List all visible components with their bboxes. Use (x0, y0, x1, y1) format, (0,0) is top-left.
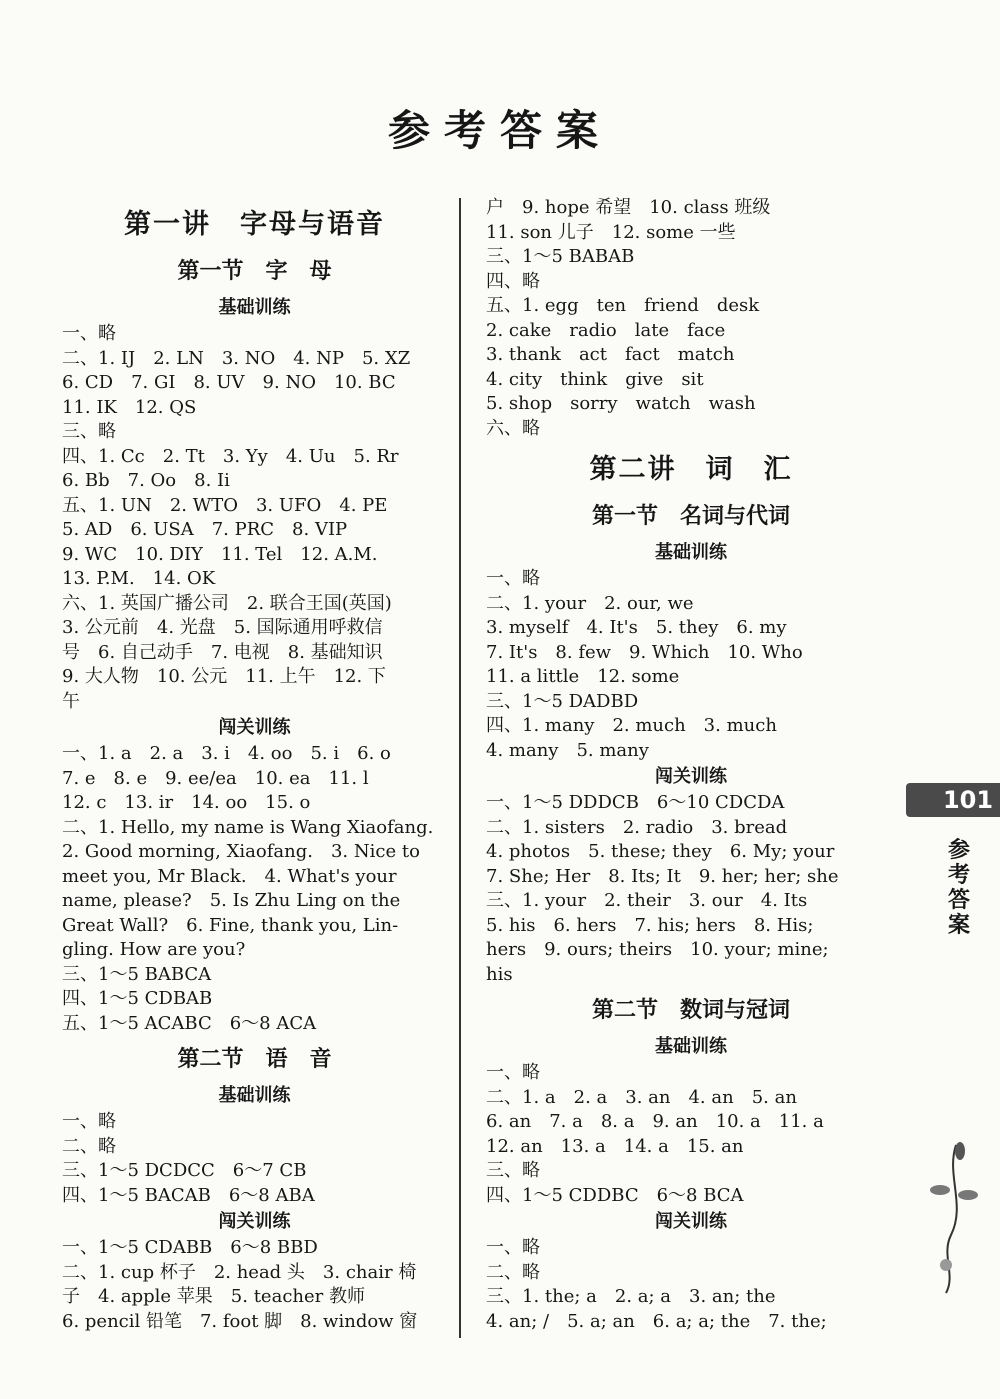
answer-line: 9. WC 10. DIY 11. Tel 12. A.M. (62, 543, 378, 565)
chapter-heading: 第一讲 字母与语音 (124, 209, 385, 240)
answer-line: 3. myself 4. It's 5. they 6. my (486, 617, 787, 638)
answer-line: 二、1. IJ 2. LN 3. NO 4. NP 5. XZ (62, 347, 411, 369)
answer-line: 7. e 8. e 9. ee/ea 10. ea 11. l (62, 767, 369, 789)
answer-line: 12. c 13. ir 14. oo 15. o (62, 792, 311, 813)
section-heading: 第一节 字 母 (177, 259, 332, 284)
answer-line: 6. Bb 7. Oo 8. Ii (62, 470, 230, 491)
answer-line: 子 4. apple 苹果 5. teacher 教师 (62, 1286, 365, 1307)
answer-line: 二、1. sisters 2. radio 3. bread (486, 816, 788, 838)
answer-line: 4. city think give sit (486, 368, 704, 390)
answer-line: 12. an 13. a 14. a 15. an (486, 1135, 744, 1157)
right-column (486, 196, 896, 1334)
answer-line: his (486, 963, 513, 985)
answer-line: 4. an; / 5. a; an 6. a; a; the 7. the; (486, 1310, 827, 1332)
answer-line: 二、1. Hello, my name is Wang Xiaofang. (62, 816, 434, 838)
flower-decoration-icon (916, 1135, 986, 1295)
answer-line: 三、1. your 2. their 3. our 4. Its (486, 890, 808, 911)
answer-line: 号 6. 自己动手 7. 电视 8. 基础知识 (62, 641, 383, 663)
answer-line: 二、略 (486, 1261, 540, 1283)
answer-line: 三、1. the; a 2. a; a 3. an; the (486, 1286, 776, 1307)
subsection-heading: 闯关训练 (218, 717, 291, 738)
answer-line: 7. She; Her 8. Its; It 9. her; her; she (486, 865, 839, 887)
answer-line: 3. thank act fact match (486, 344, 735, 365)
answer-line: 6. an 7. a 8. a 9. an 10. a 11. a (486, 1111, 824, 1132)
answer-line: 7. It's 8. few 9. Which 10. Who (486, 641, 803, 663)
answer-line: name, please? 5. Is Zhu Ling on the (62, 890, 401, 911)
answer-line: 四、略 (486, 270, 540, 292)
answer-line: 二、1. your 2. our, we (486, 592, 694, 614)
answer-line: 三、略 (486, 1160, 540, 1181)
answer-line: 5. his 6. hers 7. his; hers 8. His; (486, 914, 814, 936)
answer-line: 四、1. Cc 2. Tt 3. Yy 4. Uu 5. Rr (62, 445, 399, 467)
answer-line: 六、1. 英国广播公司 2. 联合王国(英国) (62, 592, 392, 614)
left-column (62, 196, 447, 1334)
answer-line: 四、1～5 CDBAB (62, 988, 213, 1009)
answer-line: Great Wall? 6. Fine, thank you, Lin- (62, 914, 399, 936)
subsection-heading: 基础训练 (655, 1036, 727, 1057)
page-title: 参考答案 (387, 106, 612, 155)
section-heading: 第一节 名词与代词 (591, 504, 790, 529)
subsection-heading: 基础训练 (655, 542, 727, 563)
page-number: 101 (942, 786, 994, 814)
section-heading: 第二节 语 音 (177, 1047, 332, 1072)
answer-line: 午 (62, 690, 80, 712)
answer-line: 一、略 (486, 1237, 540, 1258)
answer-line: 三、略 (62, 421, 116, 442)
side-tab-label: 参 考 答 案 (947, 838, 970, 938)
answer-line: meet you, Mr Black. 4. What's your (62, 865, 397, 887)
subsection-heading: 闯关训练 (218, 1211, 291, 1232)
answer-line: 一、略 (486, 1062, 540, 1083)
answer-line: 一、1～5 CDABB 6～8 BBD (62, 1237, 318, 1258)
answer-line: 2. Good morning, Xiaofang. 3. Nice to (62, 841, 420, 862)
answer-line: 一、略 (62, 323, 116, 344)
column-divider (459, 198, 461, 1338)
answer-line: hers 9. ours; theirs 10. your; mine; (486, 939, 829, 960)
answer-line: 四、1～5 CDDBC 6～8 BCA (486, 1184, 744, 1206)
answer-line: 4. photos 5. these; they 6. My; your (486, 841, 835, 862)
answer-line: 五、1～5 ACABC 6～8 ACA (62, 1012, 317, 1034)
answer-line: 11. son 儿子 12. some 一些 (486, 221, 736, 243)
answer-line: 9. 大人物 10. 公元 11. 上午 12. 下 (62, 666, 386, 687)
answer-line: 六、略 (486, 417, 540, 439)
answer-line: gling. How are you? (62, 939, 246, 960)
answer-line: 2. cake radio late face (486, 319, 726, 341)
answer-line: 4. many 5. many (486, 739, 649, 761)
answer-line: 二、1. cup 杯子 2. head 头 3. chair 椅 (62, 1261, 417, 1283)
answer-line: 3. 公元前 4. 光盘 5. 国际通用呼救信 (62, 617, 383, 638)
section-heading: 第二节 数词与冠词 (591, 998, 790, 1023)
answer-line: 6. pencil 铅笔 7. foot 脚 8. window 窗 (62, 1310, 418, 1332)
answer-line: 户 9. hope 希望 10. class 班级 (486, 197, 771, 218)
subsection-heading: 闯关训练 (655, 1211, 727, 1232)
answer-line: 三、1～5 BABCA (62, 963, 212, 985)
answer-line: 一、略 (62, 1111, 116, 1132)
answer-line: 五、1. egg ten friend desk (486, 295, 760, 316)
answer-line: 三、1～5 DADBD (486, 690, 639, 712)
answer-line: 一、1～5 DDDCB 6～10 CDCDA (486, 792, 785, 813)
answer-line: 一、略 (486, 568, 540, 589)
answer-line: 四、1. many 2. much 3. much (486, 715, 777, 736)
answer-line: 6. CD 7. GI 8. UV 9. NO 10. BC (62, 372, 396, 393)
answer-line: 二、1. a 2. a 3. an 4. an 5. an (486, 1086, 797, 1108)
answer-line: 三、1～5 BABAB (486, 246, 635, 267)
answer-line: 11. a little 12. some (486, 666, 680, 687)
subsection-heading: 基础训练 (218, 297, 291, 318)
subsection-heading: 基础训练 (218, 1085, 291, 1106)
answer-line: 四、1～5 BACAB 6～8 ABA (62, 1184, 315, 1206)
chapter-heading: 第二讲 词 汇 (589, 454, 793, 485)
answer-line: 11. IK 12. QS (62, 396, 197, 418)
answer-line: 5. AD 6. USA 7. PRC 8. VIP (62, 519, 348, 540)
answer-line: 二、略 (62, 1135, 116, 1157)
answer-line: 13. P.M. 14. OK (62, 568, 216, 589)
answer-line: 五、1. UN 2. WTO 3. UFO 4. PE (62, 494, 388, 516)
answer-line: 一、1. a 2. a 3. i 4. oo 5. i 6. o (62, 743, 391, 764)
subsection-heading: 闯关训练 (655, 766, 727, 787)
answer-line: 5. shop sorry watch wash (486, 393, 756, 414)
answer-line: 三、1～5 DCDCC 6～7 CB (62, 1160, 307, 1181)
